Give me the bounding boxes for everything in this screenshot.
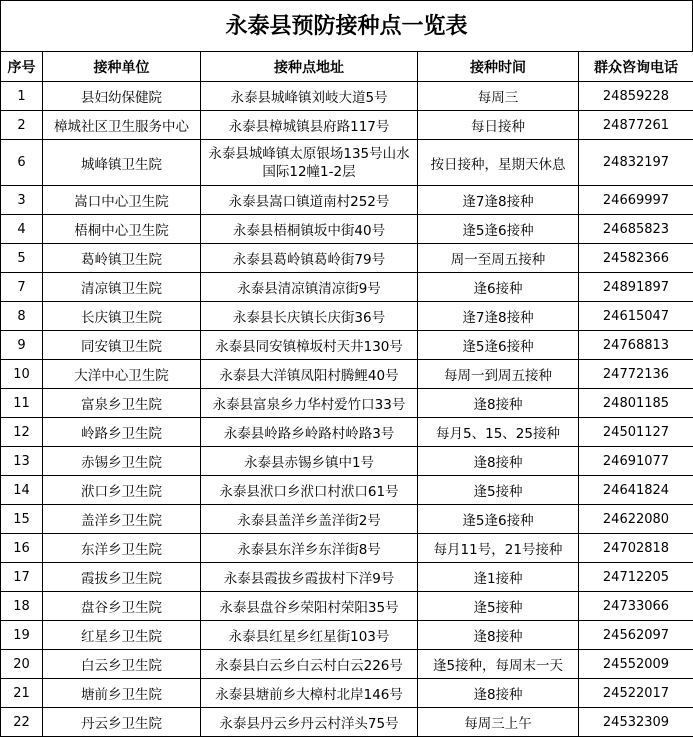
cell-address: 永泰县嵩口镇道南村252号 (201, 186, 418, 215)
cell-phone: 24768813 (579, 331, 693, 360)
cell-no: 1 (1, 82, 43, 111)
table-row (1, 360, 693, 389)
table-row (1, 186, 693, 215)
table-row (1, 505, 693, 534)
cell-no: 6 (1, 140, 43, 186)
cell-address: 永泰县盘谷乡荣阳村荣阳35号 (201, 592, 418, 621)
cell-phone: 24615047 (579, 302, 693, 331)
table-row (1, 592, 693, 621)
cell-unit: 嵩口中心卫生院 (43, 186, 201, 215)
cell-no: 21 (1, 679, 43, 708)
cell-unit: 清凉镇卫生院 (43, 273, 201, 302)
cell-unit: 大洋中心卫生院 (43, 360, 201, 389)
cell-no: 13 (1, 447, 43, 476)
cell-no: 19 (1, 621, 43, 650)
cell-time: 逢8接种 (418, 679, 579, 708)
cell-unit: 梧桐中心卫生院 (43, 215, 201, 244)
cell-unit: 红星乡卫生院 (43, 621, 201, 650)
cell-time: 每周一到周五接种 (418, 360, 579, 389)
cell-no: 14 (1, 476, 43, 505)
cell-unit: 岭路乡卫生院 (43, 418, 201, 447)
cell-phone: 24622080 (579, 505, 693, 534)
cell-time: 每周三上午 (418, 708, 579, 737)
cell-time: 每日接种 (418, 111, 579, 140)
cell-time: 逢7逢8接种 (418, 186, 579, 215)
cell-address: 永泰县红星乡红星街103号 (201, 621, 418, 650)
cell-no: 10 (1, 360, 43, 389)
table-row (1, 302, 693, 331)
header-time: 接种时间 (418, 52, 579, 82)
page-title: 永泰县预防接种点一览表 (0, 0, 693, 51)
cell-address: 永泰县清凉镇清凉街9号 (201, 273, 418, 302)
cell-no: 20 (1, 650, 43, 679)
cell-phone: 24702818 (579, 534, 693, 563)
cell-unit: 长庆镇卫生院 (43, 302, 201, 331)
header-unit: 接种单位 (43, 52, 201, 82)
table-row (1, 418, 693, 447)
table-row (1, 244, 693, 273)
cell-address: 永泰县葛岭镇葛岭街79号 (201, 244, 418, 273)
cell-phone: 24801185 (579, 389, 693, 418)
header-address: 接种点地址 (201, 52, 418, 82)
cell-no: 3 (1, 186, 43, 215)
cell-time: 周一至周五接种 (418, 244, 579, 273)
vaccination-points-table (0, 51, 693, 737)
cell-address: 永泰县盖洋乡盖洋街2号 (201, 505, 418, 534)
cell-address: 永泰县城峰镇刘岐大道5号 (201, 82, 418, 111)
cell-unit: 县妇幼保健院 (43, 82, 201, 111)
cell-unit: 白云乡卫生院 (43, 650, 201, 679)
cell-time: 逢8接种 (418, 389, 579, 418)
cell-no: 4 (1, 215, 43, 244)
table-row (1, 215, 693, 244)
table-row (1, 621, 693, 650)
cell-no: 9 (1, 331, 43, 360)
cell-time: 每月5、15、25接种 (418, 418, 579, 447)
cell-time: 每周三 (418, 82, 579, 111)
cell-unit: 富泉乡卫生院 (43, 389, 201, 418)
cell-time: 按日接种，星期天休息 (418, 140, 579, 186)
cell-unit: 城峰镇卫生院 (43, 140, 201, 186)
cell-time: 逢5接种，每周末一天 (418, 650, 579, 679)
cell-time: 逢5接种 (418, 476, 579, 505)
cell-unit: 樟城社区卫生服务中心 (43, 111, 201, 140)
table-row (1, 111, 693, 140)
cell-no: 7 (1, 273, 43, 302)
cell-unit: 霞拔乡卫生院 (43, 563, 201, 592)
cell-phone: 24691077 (579, 447, 693, 476)
cell-unit: 洑口乡卫生院 (43, 476, 201, 505)
cell-address: 永泰县樟城镇县府路117号 (201, 111, 418, 140)
cell-phone: 24582366 (579, 244, 693, 273)
cell-phone: 24832197 (579, 140, 693, 186)
cell-time: 逢8接种 (418, 621, 579, 650)
cell-unit: 葛岭镇卫生院 (43, 244, 201, 273)
cell-unit: 盖洋乡卫生院 (43, 505, 201, 534)
cell-address: 永泰县富泉乡力华村爱竹口33号 (201, 389, 418, 418)
cell-time: 逢6接种 (418, 273, 579, 302)
cell-time: 逢5逢6接种 (418, 215, 579, 244)
cell-phone: 24532309 (579, 708, 693, 737)
cell-phone: 24859228 (579, 82, 693, 111)
cell-phone: 24685823 (579, 215, 693, 244)
cell-address: 永泰县塘前乡大樟村北岸146号 (201, 679, 418, 708)
cell-address: 永泰县洑口乡洑口村洑口61号 (201, 476, 418, 505)
table-row (1, 563, 693, 592)
cell-phone: 24501127 (579, 418, 693, 447)
cell-address: 永泰县白云乡白云村白云226号 (201, 650, 418, 679)
table-header-row (1, 52, 693, 82)
cell-time: 逢5逢6接种 (418, 505, 579, 534)
table-row (1, 534, 693, 563)
cell-time: 逢8接种 (418, 447, 579, 476)
cell-address: 永泰县城峰镇太原银场135号山水国际12幢1-2层 (201, 140, 418, 186)
cell-phone: 24669997 (579, 186, 693, 215)
header-phone: 群众咨询电话 (579, 52, 693, 82)
cell-no: 2 (1, 111, 43, 140)
cell-unit: 盘谷乡卫生院 (43, 592, 201, 621)
cell-phone: 24877261 (579, 111, 693, 140)
cell-phone: 24522017 (579, 679, 693, 708)
cell-no: 17 (1, 563, 43, 592)
cell-unit: 赤锡乡卫生院 (43, 447, 201, 476)
cell-no: 8 (1, 302, 43, 331)
cell-no: 18 (1, 592, 43, 621)
cell-time: 逢1接种 (418, 563, 579, 592)
cell-address: 永泰县东洋乡东洋街8号 (201, 534, 418, 563)
cell-phone: 24772136 (579, 360, 693, 389)
cell-no: 15 (1, 505, 43, 534)
cell-time: 逢7逢8接种 (418, 302, 579, 331)
table-row (1, 389, 693, 418)
cell-time: 每月11号，21号接种 (418, 534, 579, 563)
header-no: 序号 (1, 52, 43, 82)
cell-phone: 24562097 (579, 621, 693, 650)
cell-phone: 24891897 (579, 273, 693, 302)
cell-time: 逢5接种 (418, 592, 579, 621)
cell-no: 16 (1, 534, 43, 563)
table-row (1, 650, 693, 679)
cell-phone: 24641824 (579, 476, 693, 505)
cell-no: 5 (1, 244, 43, 273)
table-row (1, 140, 693, 186)
cell-address: 永泰县大洋镇凤阳村腾鲤40号 (201, 360, 418, 389)
table-row (1, 273, 693, 302)
cell-no: 22 (1, 708, 43, 737)
table-row (1, 447, 693, 476)
cell-unit: 同安镇卫生院 (43, 331, 201, 360)
cell-no: 12 (1, 418, 43, 447)
table-row (1, 476, 693, 505)
cell-address: 永泰县梧桐镇坂中街40号 (201, 215, 418, 244)
cell-address: 永泰县岭路乡岭路村岭路3号 (201, 418, 418, 447)
table-row (1, 82, 693, 111)
cell-address: 永泰县霞拔乡霞拔村下洋9号 (201, 563, 418, 592)
cell-address: 永泰县长庆镇长庆街36号 (201, 302, 418, 331)
cell-address: 永泰县丹云乡丹云村洋头75号 (201, 708, 418, 737)
cell-phone: 24552009 (579, 650, 693, 679)
cell-unit: 塘前乡卫生院 (43, 679, 201, 708)
cell-phone: 24712205 (579, 563, 693, 592)
cell-phone: 24733066 (579, 592, 693, 621)
cell-unit: 东洋乡卫生院 (43, 534, 201, 563)
table-row (1, 331, 693, 360)
cell-unit: 丹云乡卫生院 (43, 708, 201, 737)
table-row (1, 708, 693, 737)
cell-no: 11 (1, 389, 43, 418)
cell-address: 永泰县赤锡乡镇中1号 (201, 447, 418, 476)
cell-address: 永泰县同安镇樟坂村天井130号 (201, 331, 418, 360)
table-row (1, 679, 693, 708)
cell-time: 逢5逢6接种 (418, 331, 579, 360)
